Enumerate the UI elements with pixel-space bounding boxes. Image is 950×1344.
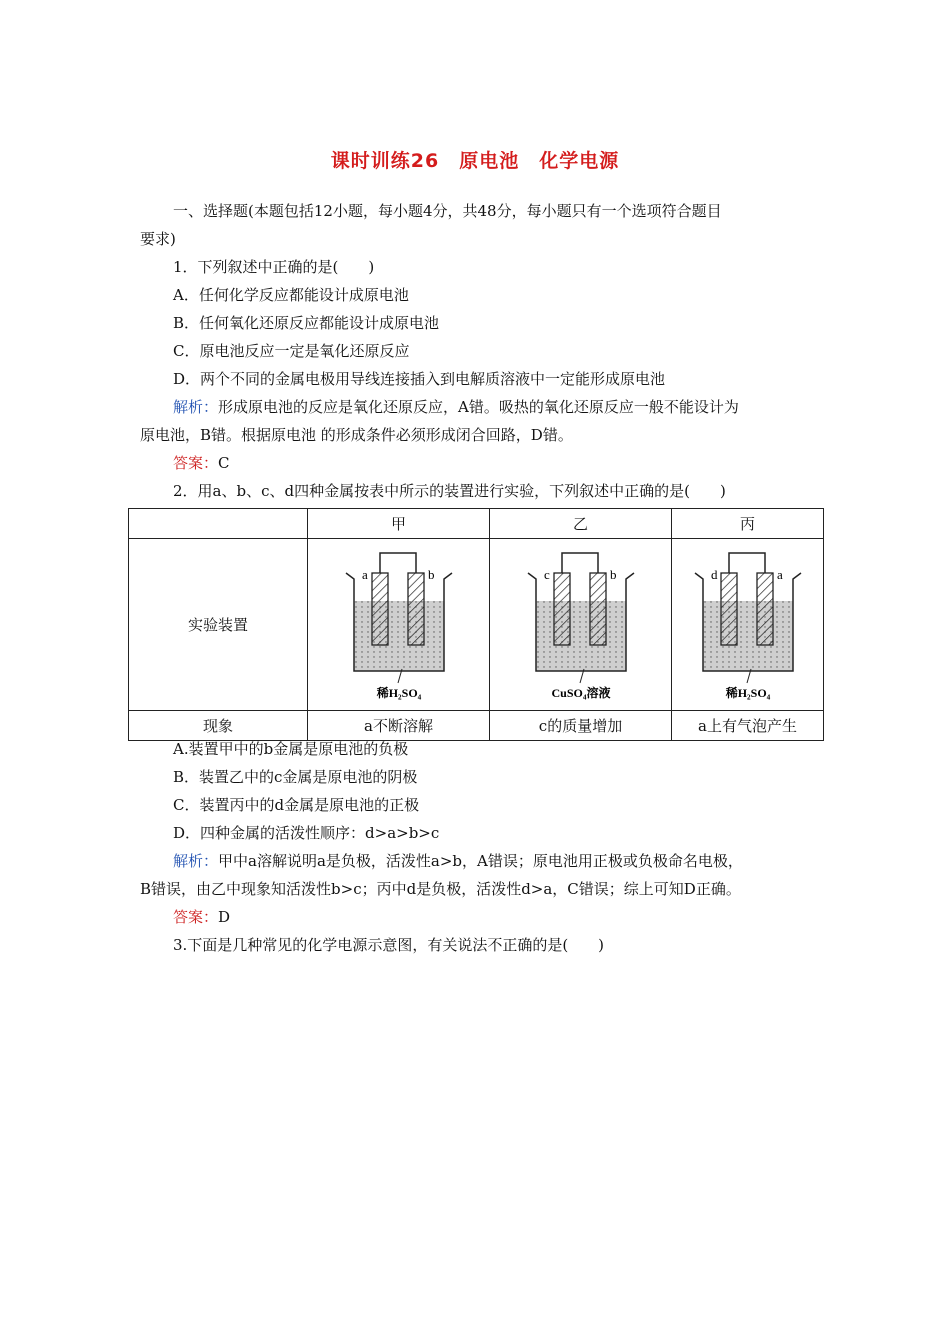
electrode-left-label: c (543, 566, 550, 582)
device-bing (672, 539, 824, 711)
answer-label: 答案： (173, 454, 219, 472)
phenomenon-yi: c的质量增加 (490, 711, 672, 741)
table-header-row (129, 509, 824, 539)
q1-analysis (140, 393, 853, 421)
q1-answer-value: C (218, 454, 230, 472)
table-header-jia: 甲 (308, 509, 490, 539)
electrolyte (354, 601, 444, 671)
table-header-bing: 丙 (672, 509, 824, 539)
solution-label: 稀H₂SO₄ (376, 685, 421, 700)
phenomenon-bing: a上有气泡产生 (672, 711, 824, 741)
table-header-empty (129, 509, 308, 539)
experiment-table (128, 508, 824, 741)
q3-stem: 3.下面是几种常见的化学电源示意图，有关说法不正确的是( ) (173, 936, 605, 954)
solution-label: CuSO₄溶液 (551, 685, 610, 700)
q2-analysis (140, 847, 853, 875)
analysis-label: 解析： (173, 398, 219, 416)
q1-option-c: C．原电池反应一定是氧化还原反应 (173, 342, 410, 360)
q2-option-d: D．四种金属的活泼性顺序：d>a>b>c (173, 824, 440, 842)
device-yi (490, 539, 672, 711)
answer-label: 答案： (173, 908, 219, 926)
q2-option-b: B．装置乙中的c金属是原电池的阴极 (173, 768, 418, 786)
q1-answer (140, 449, 853, 477)
solution-label: 稀H₂SO₄ (725, 685, 770, 700)
q2-analysis-cont: B错误，由乙中现象知活泼性b>c；丙中d是负极，活泼性d>a，C错误；综上可知D正确。 (140, 880, 741, 898)
electrode-left-label: d (710, 566, 717, 582)
phenomenon-jia: a不断溶解 (308, 711, 490, 741)
electrolyte (703, 601, 793, 671)
analysis-label: 解析： (173, 852, 219, 870)
q2-option-a: A.装置甲中的b金属是原电池的负极 (173, 740, 409, 758)
q1-option-a: A．任何化学反应都能设计成原电池 (173, 286, 409, 304)
q2-answer-value: D (218, 908, 231, 926)
q1-analysis-cont: 原电池，B错。根据原电池 的形成条件必须形成闭合回路，D错。 (140, 426, 573, 444)
q1-option-b: B．任何氧化还原反应都能设计成原电池 (173, 314, 440, 332)
cell-diagram-yi (506, 545, 656, 705)
electrolyte (536, 601, 626, 671)
electrode-left (721, 573, 737, 645)
electrode-right (590, 573, 606, 645)
q2-option-c: C．装置丙中的d金属是原电池的正极 (173, 796, 420, 814)
device-jia (308, 539, 490, 711)
section-heading-cont: 要求) (140, 230, 176, 248)
q1-stem: 1．下列叙述中正确的是( ) (173, 258, 375, 276)
electrode-right-label: b (609, 566, 616, 582)
electrode-left (554, 573, 570, 645)
phenomena-label: 现象 (129, 711, 308, 741)
electrode-right (408, 573, 424, 645)
q2-answer (140, 903, 853, 931)
table-header-yi: 乙 (490, 509, 672, 539)
electrode-right-label: a (776, 566, 783, 582)
wire (562, 553, 598, 573)
electrode-left-label: a (361, 566, 368, 582)
cell-diagram-bing (673, 545, 823, 705)
cell-diagram-jia (324, 545, 474, 705)
page-title: 课时训练26 原电池 化学电源 (330, 150, 620, 172)
q2-stem: 2．用a、b、c、d四种金属按表中所示的装置进行实验，下列叙述中正确的是( ) (173, 482, 726, 500)
device-row-label: 实验装置 (129, 539, 308, 711)
electrode-right (757, 573, 773, 645)
q1-option-d: D．两个不同的金属电极用导线连接插入到电解质溶液中一定能形成原电池 (173, 370, 666, 388)
electrode-right-label: b (427, 566, 434, 582)
q2-analysis-text: 甲中a溶解说明a是负极，活泼性a>b，A错误；原电池用正极或负极命名电极， (218, 852, 743, 870)
electrode-left (372, 573, 388, 645)
q1-analysis-text: 形成原电池的反应是氧化还原反应，A错。吸热的氧化还原反应一般不能设计为 (218, 398, 739, 416)
table-device-row (129, 539, 824, 711)
section-heading: 一、选择题(本题包括12小题，每小题4分，共48分，每小题只有一个选项符合题目 (173, 202, 722, 220)
wire (380, 553, 416, 573)
wire (729, 553, 765, 573)
